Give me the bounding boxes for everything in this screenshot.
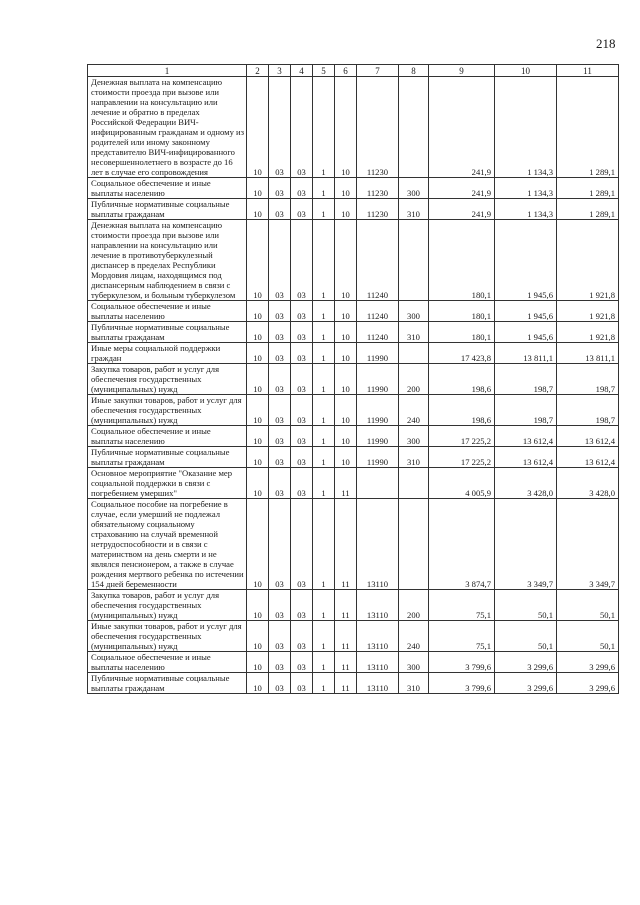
amount-col-9: 75,1 [429,621,495,652]
table-row [88,343,619,364]
amount-col-10: 1 134,3 [495,77,557,178]
event-code: 11 [335,590,357,621]
expense-type-code: 310 [399,673,429,694]
section-code: 10 [247,77,269,178]
expense-type-code: 240 [399,621,429,652]
direction-code: 13110 [357,499,399,590]
subprogram-code: 1 [313,77,335,178]
subsection-code: 03 [269,621,291,652]
row-name: Денежная выплата на компенсацию стоимости проезда при вызове или направлении на консультацию или лечение в противотуберкулезный диспансер в пределах Республики Мордовия лицам, находящимся под диспансерным наблюдением в связи с туберкулезом, и больным туберкулезом [88,220,247,301]
amount-col-9: 4 005,9 [429,468,495,499]
amount-col-11: 198,7 [557,364,619,395]
table-row [88,77,619,178]
table-row [88,590,619,621]
expense-type-code: 310 [399,199,429,220]
program-code: 03 [291,652,313,673]
column-header: 4 [291,65,313,77]
amount-col-10: 13 811,1 [495,343,557,364]
section-code: 10 [247,468,269,499]
amount-col-11: 3 299,6 [557,673,619,694]
event-code: 11 [335,652,357,673]
program-code: 03 [291,468,313,499]
amount-col-11: 13 612,4 [557,426,619,447]
row-name: Социальное обеспечение и иные выплаты населению [88,652,247,673]
row-name: Иные меры социальной поддержки граждан [88,343,247,364]
event-code: 10 [335,426,357,447]
program-code: 03 [291,590,313,621]
direction-code: 11240 [357,220,399,301]
expense-type-code: 300 [399,652,429,673]
program-code: 03 [291,426,313,447]
amount-col-10: 3 428,0 [495,468,557,499]
subprogram-code: 1 [313,447,335,468]
column-header: 7 [357,65,399,77]
direction-code: 11990 [357,364,399,395]
table-row [88,199,619,220]
row-name: Публичные нормативные социальные выплаты гражданам [88,199,247,220]
program-code: 03 [291,673,313,694]
amount-col-9: 3 874,7 [429,499,495,590]
subprogram-code: 1 [313,199,335,220]
amount-col-9: 180,1 [429,322,495,343]
direction-code: 13110 [357,673,399,694]
direction-code: 13110 [357,590,399,621]
column-header: 8 [399,65,429,77]
subprogram-code: 1 [313,364,335,395]
subprogram-code: 1 [313,343,335,364]
direction-code [357,468,399,499]
amount-col-9: 241,9 [429,199,495,220]
event-code: 11 [335,673,357,694]
subsection-code: 03 [269,447,291,468]
direction-code: 13110 [357,621,399,652]
amount-col-11: 3 428,0 [557,468,619,499]
expense-type-code [399,220,429,301]
event-code: 11 [335,621,357,652]
event-code: 10 [335,322,357,343]
subsection-code: 03 [269,199,291,220]
subsection-code: 03 [269,468,291,499]
program-code: 03 [291,220,313,301]
section-code: 10 [247,395,269,426]
amount-col-10: 1 134,3 [495,199,557,220]
subsection-code: 03 [269,343,291,364]
subsection-code: 03 [269,178,291,199]
amount-col-9: 17 423,8 [429,343,495,364]
event-code: 11 [335,468,357,499]
amount-col-9: 241,9 [429,77,495,178]
section-code: 10 [247,343,269,364]
amount-col-9: 241,9 [429,178,495,199]
amount-col-9: 180,1 [429,220,495,301]
expense-type-code: 310 [399,322,429,343]
amount-col-10: 13 612,4 [495,447,557,468]
amount-col-9: 3 799,6 [429,673,495,694]
amount-col-10: 50,1 [495,621,557,652]
direction-code: 11990 [357,395,399,426]
row-name: Закупка товаров, работ и услуг для обеспечения государственных (муниципальных) нужд [88,364,247,395]
subprogram-code: 1 [313,301,335,322]
expense-type-code: 300 [399,301,429,322]
direction-code: 11990 [357,447,399,468]
row-name: Иные закупки товаров, работ и услуг для обеспечения государственных (муниципальных) нужд [88,395,247,426]
row-name: Социальное пособие на погребение в случае, если умерший не подлежал обязательному социальному страхованию на случай временной нетрудоспособности и в связи с материнством на день смерти и не являлся пенсионером, а также в случае рождения мертвого ребенка по истечении 154 дней беременности [88,499,247,590]
row-name: Денежная выплата на компенсацию стоимости проезда при вызове или направлении на консультацию или лечение и обратно в пределах Российской Федерации ВИЧ-инфицированным гражданам и одному из родителей или иному законному представителю ВИЧ-инфицированного несовершеннолетнего в возрасте до 16 лет в случае его сопровождения [88,77,247,178]
amount-col-9: 180,1 [429,301,495,322]
subprogram-code: 1 [313,499,335,590]
event-code: 10 [335,199,357,220]
direction-code: 11990 [357,426,399,447]
expense-type-code [399,468,429,499]
amount-col-10: 3 299,6 [495,652,557,673]
subprogram-code: 1 [313,590,335,621]
section-code: 10 [247,673,269,694]
program-code: 03 [291,447,313,468]
direction-code: 11230 [357,178,399,199]
page-number: 218 [596,36,616,51]
column-header: 3 [269,65,291,77]
amount-col-11: 1 289,1 [557,199,619,220]
direction-code: 11240 [357,322,399,343]
expense-type-code: 300 [399,426,429,447]
expense-type-code: 200 [399,590,429,621]
row-name: Публичные нормативные социальные выплаты гражданам [88,322,247,343]
direction-code: 13110 [357,652,399,673]
section-code: 10 [247,364,269,395]
section-code: 10 [247,178,269,199]
program-code: 03 [291,301,313,322]
expense-type-code [399,499,429,590]
subprogram-code: 1 [313,395,335,426]
amount-col-10: 198,7 [495,395,557,426]
program-code: 03 [291,364,313,395]
amount-col-10: 1 945,6 [495,301,557,322]
subprogram-code: 1 [313,673,335,694]
row-name: Закупка товаров, работ и услуг для обеспечения государственных (муниципальных) нужд [88,590,247,621]
program-code: 03 [291,178,313,199]
amount-col-9: 198,6 [429,364,495,395]
amount-col-11: 1 921,8 [557,220,619,301]
amount-col-9: 17 225,2 [429,426,495,447]
section-code: 10 [247,590,269,621]
amount-col-11: 3 349,7 [557,499,619,590]
subsection-code: 03 [269,426,291,447]
amount-col-10: 3 299,6 [495,673,557,694]
amount-col-11: 13 811,1 [557,343,619,364]
column-header: 10 [495,65,557,77]
subsection-code: 03 [269,322,291,343]
amount-col-10: 50,1 [495,590,557,621]
amount-col-10: 1 134,3 [495,178,557,199]
event-code: 10 [335,343,357,364]
amount-col-10: 1 945,6 [495,220,557,301]
event-code: 10 [335,178,357,199]
event-code: 10 [335,364,357,395]
subsection-code: 03 [269,364,291,395]
row-name: Социальное обеспечение и иные выплаты населению [88,178,247,199]
program-code: 03 [291,199,313,220]
subprogram-code: 1 [313,468,335,499]
table-row [88,395,619,426]
subsection-code: 03 [269,652,291,673]
event-code: 10 [335,77,357,178]
table-row [88,364,619,395]
program-code: 03 [291,499,313,590]
table-row [88,621,619,652]
amount-col-11: 1 921,8 [557,322,619,343]
subprogram-code: 1 [313,178,335,199]
column-header: 11 [557,65,619,77]
column-header: 6 [335,65,357,77]
event-code: 10 [335,220,357,301]
amount-col-9: 75,1 [429,590,495,621]
expense-type-code: 200 [399,364,429,395]
subprogram-code: 1 [313,426,335,447]
amount-col-11: 3 299,6 [557,652,619,673]
section-code: 10 [247,621,269,652]
expense-type-code [399,77,429,178]
amount-col-11: 1 289,1 [557,178,619,199]
amount-col-10: 3 349,7 [495,499,557,590]
subprogram-code: 1 [313,322,335,343]
section-code: 10 [247,322,269,343]
amount-col-11: 50,1 [557,590,619,621]
row-name: Публичные нормативные социальные выплаты гражданам [88,447,247,468]
section-code: 10 [247,652,269,673]
subprogram-code: 1 [313,621,335,652]
subsection-code: 03 [269,395,291,426]
subsection-code: 03 [269,499,291,590]
section-code: 10 [247,447,269,468]
amount-col-11: 50,1 [557,621,619,652]
expense-type-code: 300 [399,178,429,199]
subsection-code: 03 [269,673,291,694]
table-row [88,178,619,199]
subprogram-code: 1 [313,220,335,301]
amount-col-9: 3 799,6 [429,652,495,673]
column-header: 9 [429,65,495,77]
amount-col-9: 198,6 [429,395,495,426]
expense-type-code: 240 [399,395,429,426]
row-name: Социальное обеспечение и иные выплаты населению [88,301,247,322]
program-code: 03 [291,395,313,426]
program-code: 03 [291,77,313,178]
table-row [88,499,619,590]
expense-type-code [399,343,429,364]
subsection-code: 03 [269,590,291,621]
amount-col-10: 13 612,4 [495,426,557,447]
table-row [88,220,619,301]
amount-col-10: 1 945,6 [495,322,557,343]
direction-code: 11240 [357,301,399,322]
section-code: 10 [247,220,269,301]
program-code: 03 [291,322,313,343]
event-code: 10 [335,301,357,322]
expense-type-code: 310 [399,447,429,468]
table-row [88,468,619,499]
table-row [88,652,619,673]
section-code: 10 [247,199,269,220]
table-row [88,426,619,447]
column-header: 5 [313,65,335,77]
event-code: 10 [335,447,357,468]
amount-col-10: 198,7 [495,364,557,395]
section-code: 10 [247,499,269,590]
row-name: Социальное обеспечение и иные выплаты населению [88,426,247,447]
event-code: 11 [335,499,357,590]
direction-code: 11990 [357,343,399,364]
direction-code: 11230 [357,199,399,220]
direction-code: 11230 [357,77,399,178]
table-row [88,447,619,468]
subsection-code: 03 [269,77,291,178]
program-code: 03 [291,621,313,652]
amount-col-11: 1 289,1 [557,77,619,178]
section-code: 10 [247,426,269,447]
amount-col-11: 1 921,8 [557,301,619,322]
section-code: 10 [247,301,269,322]
row-name: Публичные нормативные социальные выплаты гражданам [88,673,247,694]
subsection-code: 03 [269,220,291,301]
budget-table [87,64,619,694]
amount-col-11: 13 612,4 [557,447,619,468]
program-code: 03 [291,343,313,364]
table-row [88,301,619,322]
row-name: Основное мероприятие "Оказание мер социальной поддержки в связи с погребением умерших" [88,468,247,499]
event-code: 10 [335,395,357,426]
column-header: 2 [247,65,269,77]
table-row [88,673,619,694]
header-row [88,65,619,77]
subprogram-code: 1 [313,652,335,673]
row-name: Иные закупки товаров, работ и услуг для обеспечения государственных (муниципальных) нужд [88,621,247,652]
subsection-code: 03 [269,301,291,322]
column-header: 1 [88,65,247,77]
amount-col-9: 17 225,2 [429,447,495,468]
amount-col-11: 198,7 [557,395,619,426]
table-row [88,322,619,343]
